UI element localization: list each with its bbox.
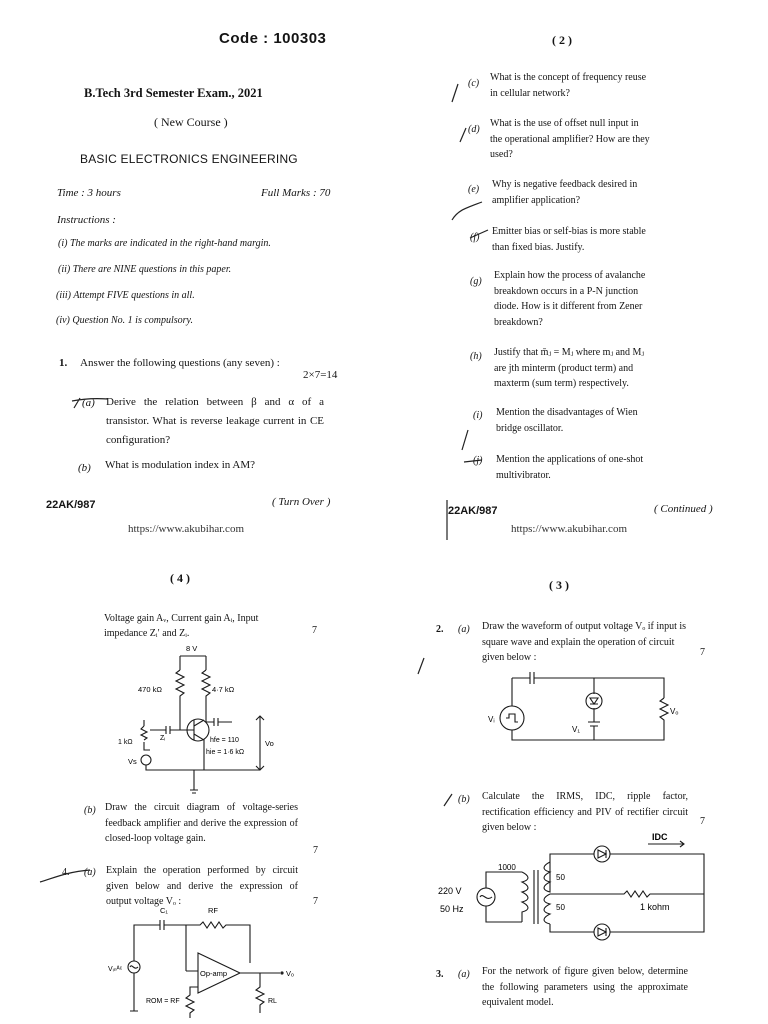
vs-label: Vs: [128, 757, 137, 766]
v1-label: V₁: [572, 725, 581, 734]
question-2-number: 2.: [436, 624, 444, 635]
question-4-number: 4.: [62, 867, 70, 878]
q4a-text: Explain the operation performed by circuit given below and derive the expression of output voltage Vₒ :: [106, 865, 298, 907]
zi-label: Zᵢ: [160, 735, 166, 742]
exam-page-4: [0, 560, 384, 1024]
footer-url: https://www.akubihar.com: [511, 523, 627, 535]
secondary-turns-2: 50: [556, 903, 565, 912]
q1f-text: Emitter bias or self-bias is more stable than fixed bias. Justify.: [492, 226, 646, 253]
q1c-text: What is the concept of frequency reuse in cellular network?: [490, 72, 647, 99]
opamp-label: Op-amp: [200, 969, 228, 978]
q1a-text: Derive the relation between β and α of a transistor. What is reverse leakage current in CE configuration?: [106, 396, 324, 446]
rf-label: RF: [208, 906, 218, 915]
footer-url: https://www.akubihar.com: [128, 523, 244, 535]
clamper-circuit: [484, 668, 684, 758]
q1g-label: (g): [470, 276, 482, 287]
q2b-label: (b): [458, 794, 470, 805]
exam-page-3: [384, 560, 768, 1024]
c1-label: C₁: [160, 906, 168, 915]
q2a-label: (a): [458, 624, 470, 635]
r1-label: 470 kΩ: [138, 685, 162, 694]
rectifier-circuit: [434, 832, 724, 946]
q1i-text: Mention the disadvantages of Wien bridge oscillator.: [496, 407, 638, 434]
vo-label: Vₒ: [286, 969, 294, 978]
q4a-label: (a): [84, 867, 96, 878]
footer-note: ( Continued ): [654, 503, 713, 515]
q1b-text: What is modulation index in AM?: [105, 459, 256, 471]
frequency-label: 50 Hz: [440, 904, 464, 914]
instruction-4: [56, 315, 193, 326]
q1e-text: Why is negative feedback desired in amplifier application?: [492, 179, 638, 206]
page-number: ( 4 ): [170, 571, 190, 585]
pen-tick-mark: [36, 860, 96, 890]
q2a-text: Draw the waveform of output voltage Vₒ if input is square wave and explain the operation of circuit given below :: [482, 621, 687, 663]
hie-label: hie = 1·6 kΩ: [206, 749, 245, 756]
marks-value: 7: [700, 647, 705, 658]
vi-label: Vᵢ: [488, 715, 495, 724]
vo-label: Vo: [265, 739, 274, 748]
question-3-number: 3.: [436, 969, 444, 980]
footer-code: 22AK/987: [46, 499, 96, 511]
instruction-text: There are NINE questions in this paper.: [72, 264, 232, 275]
q2b-text: Calculate the IRMS, IDC, ripple factor, rectification efficiency and PIV of rectifier circuit given below :: [482, 791, 688, 833]
marks-value: 7: [313, 845, 318, 856]
instruction-num: (ii): [58, 264, 71, 275]
q1j-text: Mention the applications of one-shot multivibrator.: [496, 454, 644, 481]
secondary-turns-1: 50: [556, 873, 565, 882]
primary-turns: 1000: [498, 863, 516, 872]
instruction-text: The marks are indicated in the right-hand margin.: [69, 238, 271, 249]
q1e-label: (e): [468, 184, 480, 195]
exam-page-1: [0, 0, 384, 555]
question-1-number: 1.: [59, 357, 68, 369]
question-1-marks: 2×7=14: [303, 369, 338, 381]
footer-code: 22AK/987: [448, 505, 498, 517]
pen-marks: [444, 70, 494, 540]
q3-continued-text: Voltage gain Aᵥ, Current gain Aᵢ, Input impedance Zᵢ′ and Zᵢ.: [104, 613, 259, 639]
qb-label: (b): [84, 805, 96, 816]
footer-note: ( Turn Over ): [272, 496, 331, 508]
page-number: ( 2 ): [552, 33, 572, 47]
paper-code: Code : 100303: [219, 30, 327, 47]
pen-marks: [414, 630, 474, 820]
page-number: ( 3 ): [549, 578, 569, 592]
subject-title: BASIC ELECTRONICS ENGINEERING: [80, 152, 298, 166]
marks-value: 7: [313, 896, 318, 907]
q1h-label: (h): [470, 351, 482, 362]
instruction-text: Question No. 1 is compulsory.: [72, 315, 193, 326]
q1c-label: (c): [468, 78, 480, 89]
vo-label: Vₒ: [670, 707, 679, 716]
q1g-text: Explain how the process of avalanche breakdown occurs in a P-N junction diode. How is it different from Zener breakdown?: [494, 270, 646, 328]
instruction-3: [56, 290, 195, 301]
question-1-text: Answer the following questions (any seven) :: [80, 357, 280, 369]
q1d-text: What is the use of offset null input in the operational amplifier? How are they used?: [490, 118, 650, 160]
marks-value: 7: [700, 816, 705, 827]
time-label: Time : 3 hours: [57, 187, 121, 199]
instruction-1: [58, 238, 271, 249]
q1a-label: (a): [82, 397, 95, 409]
q3a-label: (a): [458, 969, 470, 980]
marks-value: 7: [312, 625, 317, 636]
q1j-label: (j): [473, 455, 483, 466]
q3a-text: For the network of figure given below, determine the following parameters using the approximate equivalent model.: [482, 966, 688, 1008]
pen-tick-mark: [70, 392, 110, 412]
rom-label: ROM = RF: [146, 998, 180, 1005]
opamp-circuit: [100, 903, 300, 1024]
q1d-label: (d): [468, 124, 480, 135]
q1i-label: (i): [473, 410, 483, 421]
load-label: 1 kohm: [640, 902, 670, 912]
course-label: ( New Course ): [154, 115, 228, 129]
instruction-num: (i): [58, 238, 68, 249]
rl-label: RL: [268, 998, 277, 1005]
rs-label: 1 kΩ: [118, 739, 133, 746]
full-marks-label: Full Marks : 70: [261, 187, 331, 199]
exam-title: B.Tech 3rd Semester Exam., 2021: [84, 86, 263, 100]
instruction-text: Attempt FIVE questions in all.: [73, 290, 195, 301]
vin-label: Vᵢₙᴬᶜ: [108, 966, 123, 973]
instructions-heading: Instructions :: [57, 214, 116, 226]
transistor-amplifier-circuit: [110, 640, 280, 800]
idc-label: IDC: [652, 832, 668, 842]
q1h-text: Justify that m̄ⱼ = Mⱼ where mⱼ and Mⱼ are jth minterm (product term) and maxterm (sum term) respectively.: [494, 347, 645, 389]
rc-label: 4·7 kΩ: [212, 685, 235, 694]
hfe-label: hfe = 110: [210, 737, 239, 744]
q1b-label: (b): [78, 462, 91, 474]
q1f-label: (f): [470, 232, 480, 243]
exam-page-2: [384, 0, 768, 555]
vcc-label: 8 V: [186, 644, 198, 653]
instruction-2: [58, 264, 231, 275]
voltage-label: 220 V: [438, 886, 462, 896]
instruction-num: (iii): [56, 290, 71, 301]
instruction-num: (iv): [56, 315, 70, 326]
qb-text: Draw the circuit diagram of voltage-series feedback amplifier and derive the expression of closed-loop voltage gain.: [105, 802, 298, 844]
